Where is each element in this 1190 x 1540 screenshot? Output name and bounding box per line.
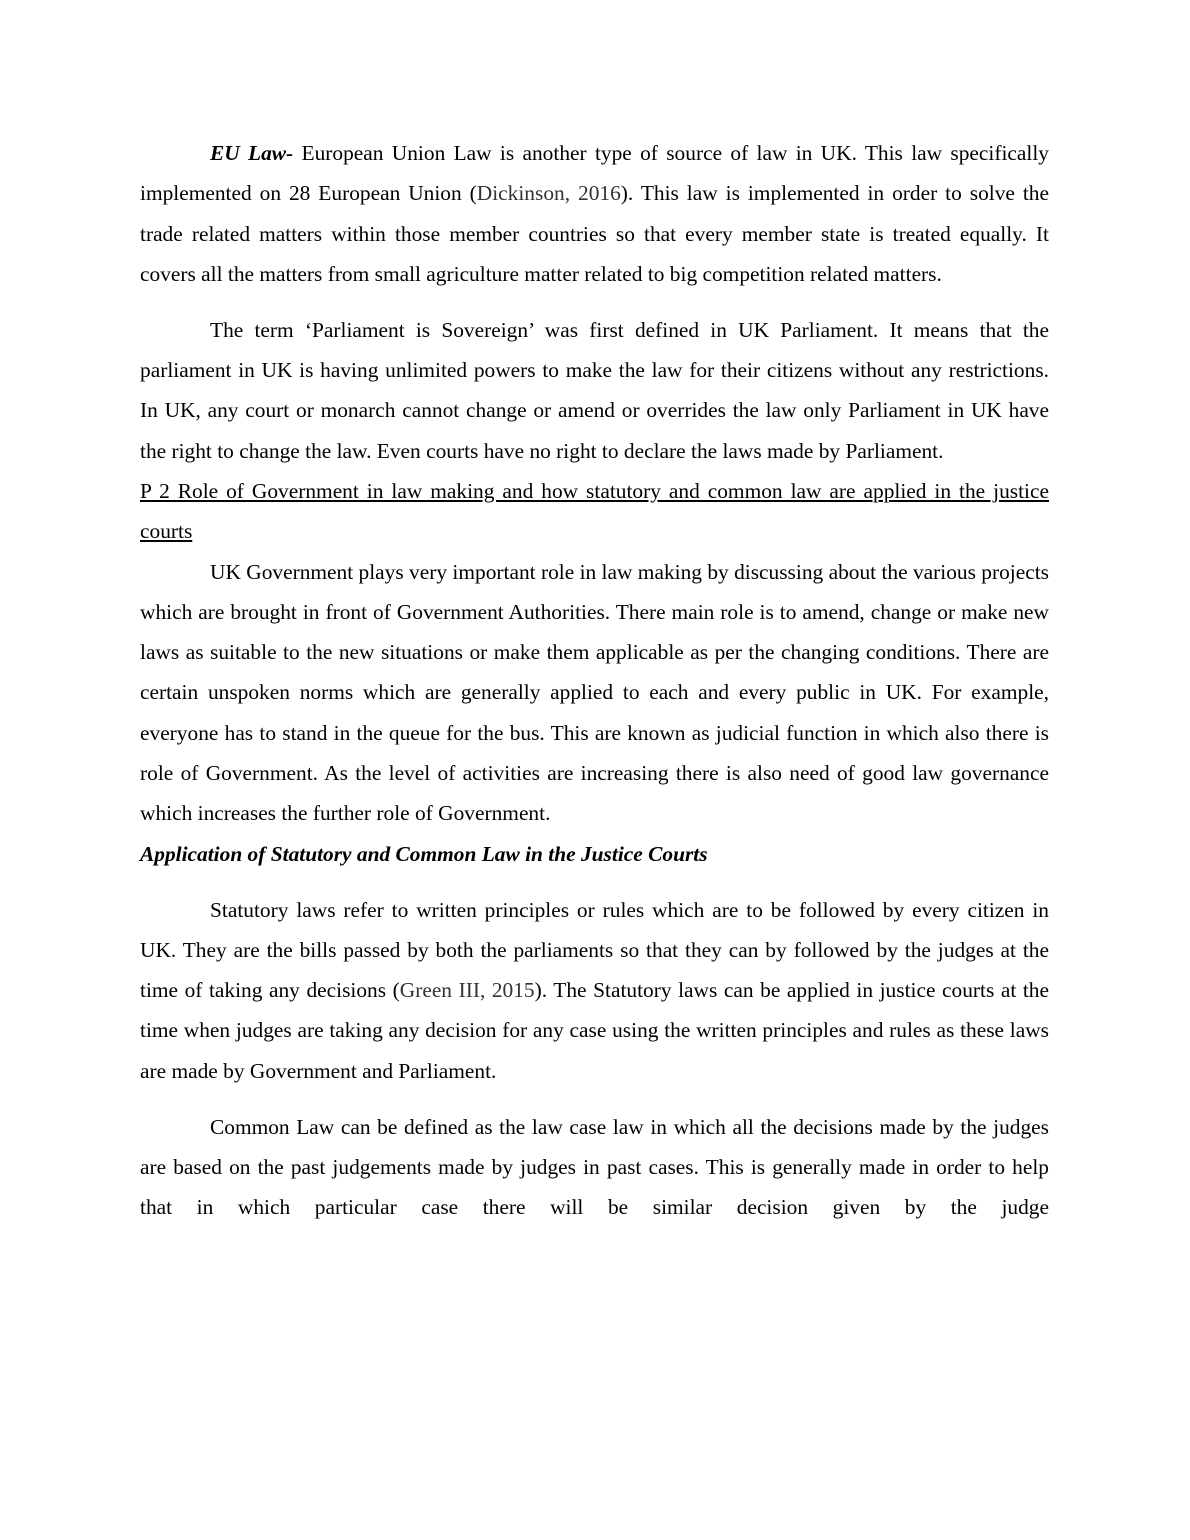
document-page	[140, 133, 1049, 1228]
statutory-text-2: ). The Statutory laws can be applied in justice courts at the time when judges are taking any decision for any case using the written principles and rules as these laws are made by Government and Parliament.	[140, 978, 1049, 1083]
statutory-citation: Green III, 2015	[399, 978, 535, 1003]
eu-law-lead: EU Law-	[210, 141, 294, 165]
application-heading: Application of Statutory and Common Law in the Justice Courts	[140, 841, 708, 866]
eu-law-citation: Dickinson, 2016	[476, 181, 621, 206]
eu-law-text-1: European Union Law is another type of source of law in UK. This law specifically implemented on 28 European Union (	[140, 141, 1049, 206]
eu-law-paragraph	[140, 133, 1049, 294]
eu-law-text-2: ). This law is implemented in order to solve the trade related matters within those member countries so that every member state is treated equally. It covers all the matters from small agriculture matter related to big competition related matters.	[140, 181, 1049, 286]
p2-paragraph: UK Government plays very important role in law making by discussing about the various projects which are brought in front of Government Authorities. There main role is to amend, change or make new laws as suitable to the new situations or make them applicable as per the changing conditions. There are certain unspoken norms which are generally applied to each and every public in UK. For example, everyone has to stand in the queue for the bus. This are known as judicial function in which also there is role of Government. As the level of activities are increasing there is also need of good law governance which increases the further role of Government.	[140, 559, 1049, 826]
statutory-text-1: Statutory laws refer to written principles or rules which are to be followed by every citizen in UK. They are the bills passed by both the parliaments so that they can by followed by the judges at the time of taking any decisions (	[140, 897, 1049, 1003]
p2-heading: P 2 Role of Government in law making and how statutory and common law are applied in the justice courts	[140, 478, 1049, 544]
sovereign-paragraph: The term ‘Parliament is Sovereign’ was first defined in UK Parliament. It means that the parliament in UK is having unlimited powers to make the law for their citizens without any restrictions. In UK, any court or monarch cannot change or amend or overrides the law only Parliament in UK have the right to change the law. Even courts have no right to declare the laws made by Parliament.	[140, 317, 1049, 463]
common-law-paragraph: Common Law can be defined as the law case law in which all the decisions made by the judges are based on the past judgements made by judges in past cases. This is generally made in order to help that in which particular case there will be similar decision given by the judge	[140, 1114, 1049, 1220]
statutory-paragraph	[140, 890, 1049, 1091]
